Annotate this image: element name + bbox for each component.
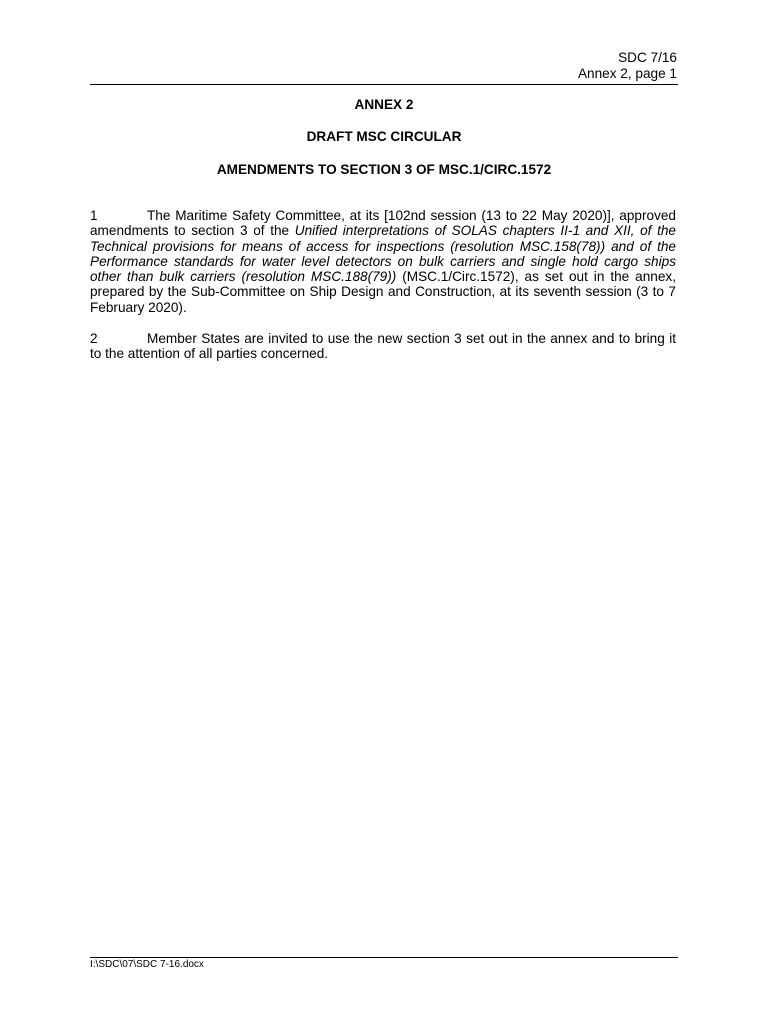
page-reference: Annex 2, page 1 [577, 66, 677, 81]
footer-divider [90, 957, 678, 958]
page-header [90, 50, 677, 82]
paragraph-2 [90, 331, 676, 362]
paragraph-1-text-start: The Maritime Safety Committee, at its [102nd session (13 to 22 May 2020)], approved amendments to section 3 of the [90, 208, 676, 239]
draft-circular-heading: DRAFT MSC CIRCULAR [306, 129, 462, 144]
paragraph-1 [90, 208, 676, 315]
annex-heading: ANNEX 2 [354, 97, 414, 112]
header-divider [90, 84, 678, 85]
paragraph-1-number: 1 [90, 208, 98, 223]
paragraph-1-italic-title: Unified interpretations of SOLAS chapters II-1 and XII, of the Technical provisions for means of access for inspections (resolution MSC.158(78)) and of the Performance standards for water level detectors on bulk carriers and single hold cargo ships other than bulk carriers (resolution MSC.188(79)) [90, 223, 676, 285]
paragraph-1-text-end: (MSC.1/Circ.1572), as set out in the annex, prepared by the Sub-Committee on Ship Design and Construction, at its seventh session (3 to 7 February 2020). [90, 269, 676, 315]
amendments-heading: AMENDMENTS TO SECTION 3 OF MSC.1/CIRC.1572 [216, 162, 552, 177]
paragraph-2-number: 2 [90, 331, 98, 346]
document-reference: SDC 7/16 [618, 50, 677, 65]
footer-file-path: I:\SDC\07\SDC 7-16.docx [90, 959, 204, 970]
paragraph-2-text: Member States are invited to use the new section 3 set out in the annex and to bring it to the attention of all parties concerned. [90, 331, 676, 362]
